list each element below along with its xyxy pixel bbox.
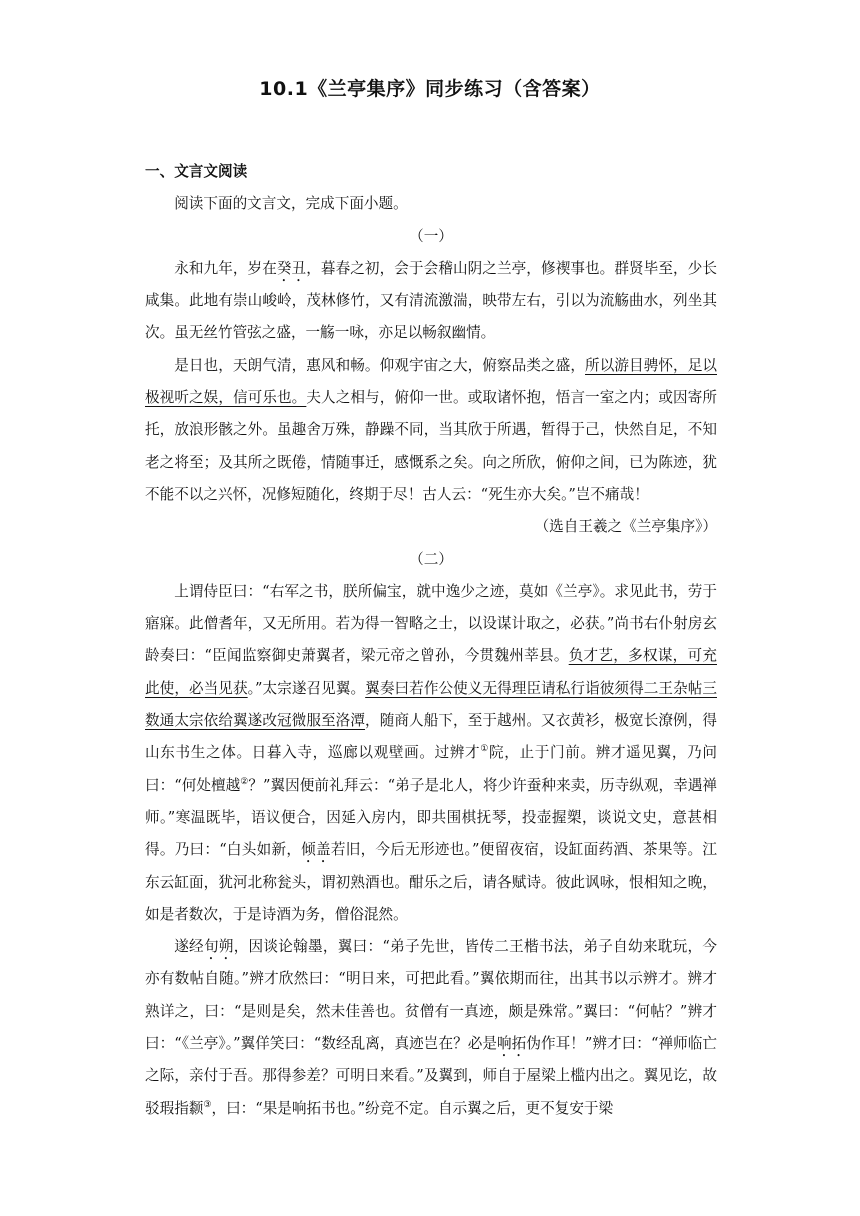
document-content	[145, 156, 717, 1125]
section-heading: 一、文言文阅读	[145, 163, 248, 180]
underlined-sentence: 负才艺，多权谋，可充此使，必当见获	[145, 647, 717, 697]
passage2-paragraph-1: 上谓侍臣曰：“右军之书，朕所偏宝，就中逸少之迹，莫如《兰亭》。求见此书，劳于寤寐。此僧耆年，又无所用。若为得一智略之士，以设谋计取之，必获。”尚书右仆射房玄龄奏曰：“臣闻监察御史萧翼者，梁元帝之曾孙，今贯魏州莘县。负才艺，多权谋，可充此使，必当见获。”太宗遂召见翼。翼奏曰若作公使义无得理臣请私行诣彼须得二王杂帖三数通太宗依给翼遂改冠微服至洛潭，随商人船下，至于越州。又衣黄衫，极宽长潦例，得山东书生之体。日暮入寺，巡廊以观壁画。过辨才①院，止于门前。辨才遥见翼，乃问曰：“何处檀越②？”翼因便前礼拜云：“弟子是北人，将少许蚕种来卖，历寺纵观，幸遇禅师。”寒温既毕，语议便合，因延入房内，即共围棋抚琴，投壶握槊，谈说文史，意甚相得。乃曰：“白头如新，倾盖若旧，今后无形迹也。”便留夜宿，设缸面药酒、茶果等。江东云缸面，犹河北称瓮头，谓初熟酒也。酣乐之后，请各赋诗。彼此讽咏，恨相知之晚，如是者数次，于是诗酒为务，僧俗混然。	[145, 582, 717, 923]
passage1-paragraph-2: 是日也，天朗气清，惠风和畅。仰观宇宙之大，俯察品类之盛，所以游目骋怀，足以极视听之娱，信可乐也。夫人之相与，俯仰一世。或取诸怀抱，悟言一室之内；或因寄所托，放浪形骸之外。虽趣舍万殊，静躁不同，当其欣于所遇，暂得于己，快然自足，不知老之将至；及其所之既倦，情随事迁，感慨系之矣。向之所欣，俯仰之间，已为陈迹，犹不能不以之兴怀，况修短随化，终期于尽！古人云：“死生亦大矣。”岂不痛哉！	[145, 356, 717, 503]
underlined-sentence: 所以游目骋怀，足以极视听之娱，信可乐也。	[145, 356, 717, 407]
footnote-marker: ③	[203, 1099, 212, 1110]
passage1-source: （选自王羲之《兰亭集序》）	[534, 518, 717, 536]
dotted-text: 癸丑	[276, 259, 307, 277]
passage2-paragraph-2: 遂经旬朔，因谈论翰墨，翼曰：“弟子先世，皆传二王楷书法，弟子自幼来耽玩，今亦有数帖自随。”辨才欣然曰：“明日来，可把此看。”翼依期而往，出其书以示辨才。辨才熟详之，曰：“是则是矣，然未佳善也。贫僧有一真迹，颇是殊常。”翼曰：“何帖？”辨才曰：“《兰亭》。”翼佯笑曰：“数经乱离，真迹岂在？必是响拓伪作耳！”辨才曰：“禅师临亡之际，亲付于吾。那得参差？可明日来看。”及翼到，师自于屋梁上槛内出之。翼见讫，故驳瑕指颣③，曰：“果是响拓书也。”纷竞不定。自示翼之后，更不复安于梁	[145, 938, 717, 1117]
passage-label-1: （一）	[409, 227, 453, 245]
page-title: 10.1《兰亭集序》同步练习（含答案）	[259, 78, 601, 100]
underlined-sentence: 翼奏曰若作公使义无得理臣请私行诣彼须得二王杂帖三数通太宗依给翼遂改冠微服至洛潭	[145, 679, 717, 730]
passage1-paragraph-1: 永和九年，岁在癸丑，暮春之初，会于会稽山阴之兰亭，修禊事也。群贤毕至，少长咸集。此地有崇山峻岭，茂林修竹，又有清流激湍，映带左右，引以为流觞曲水，列坐其次。虽无丝竹管弦之盛，一觞一咏，亦足以畅叙幽情。	[145, 259, 717, 342]
dotted-text: 旬朔	[203, 938, 234, 956]
dotted-text: 响拓	[497, 1035, 527, 1053]
dotted-text: 倾盖	[301, 841, 331, 859]
footnote-marker: ①	[480, 744, 490, 755]
passage-label-2: （二）	[409, 550, 453, 568]
footnote-marker: ②	[240, 776, 249, 787]
instruction-text: 阅读下面的文言文，完成下面小题。	[174, 195, 408, 213]
